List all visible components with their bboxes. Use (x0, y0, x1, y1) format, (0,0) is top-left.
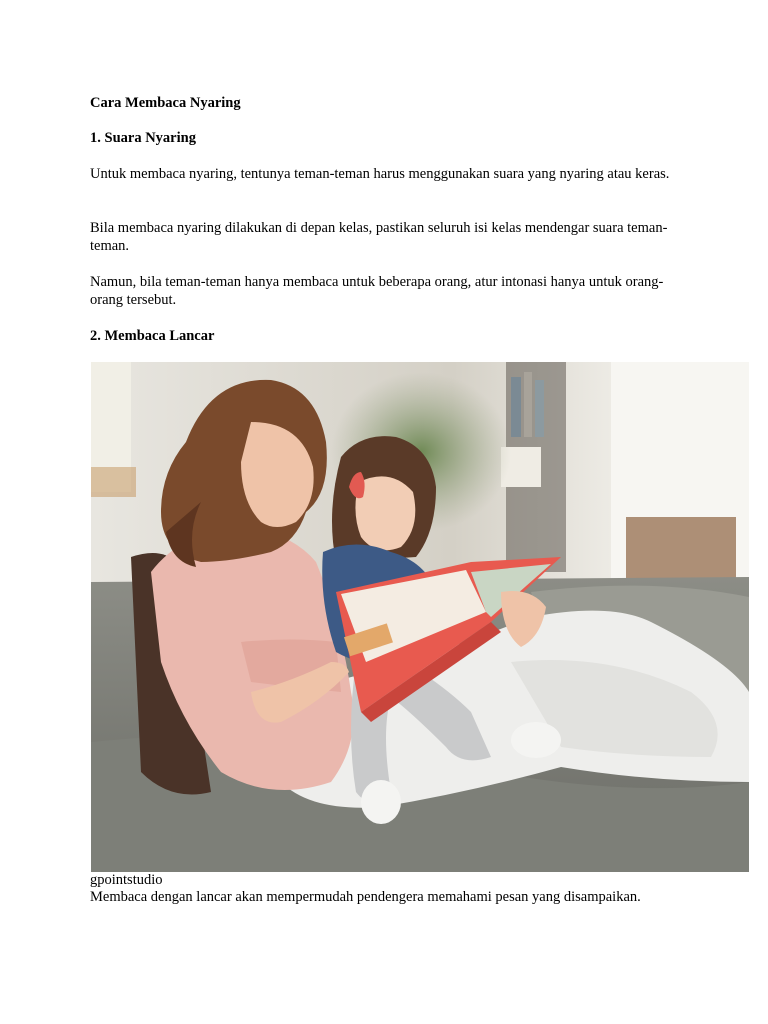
paragraph: Namun, bila teman-teman hanya membaca untuk beberapa orang, atur intonasi hanya untuk orang-orang tersebut. (90, 274, 664, 308)
section-heading-membaca-lancar: 2. Membaca Lancar (90, 328, 215, 344)
paragraph: Untuk membaca nyaring, tentunya teman-teman harus menggunakan suara yang nyaring atau keras. (90, 166, 670, 182)
photo-mother-daughter-reading (91, 362, 749, 872)
paragraph: Bila membaca nyaring dilakukan di depan kelas, pastikan seluruh isi kelas mendengar suara teman-teman. (90, 220, 668, 254)
section-heading-suara-nyaring: 1. Suara Nyaring (90, 130, 196, 146)
image-caption: gpointstudio (90, 872, 163, 888)
document-title: Cara Membaca Nyaring (90, 95, 241, 111)
paragraph: Membaca dengan lancar akan mempermudah pendengera memahami pesan yang disampaikan. (90, 889, 641, 905)
